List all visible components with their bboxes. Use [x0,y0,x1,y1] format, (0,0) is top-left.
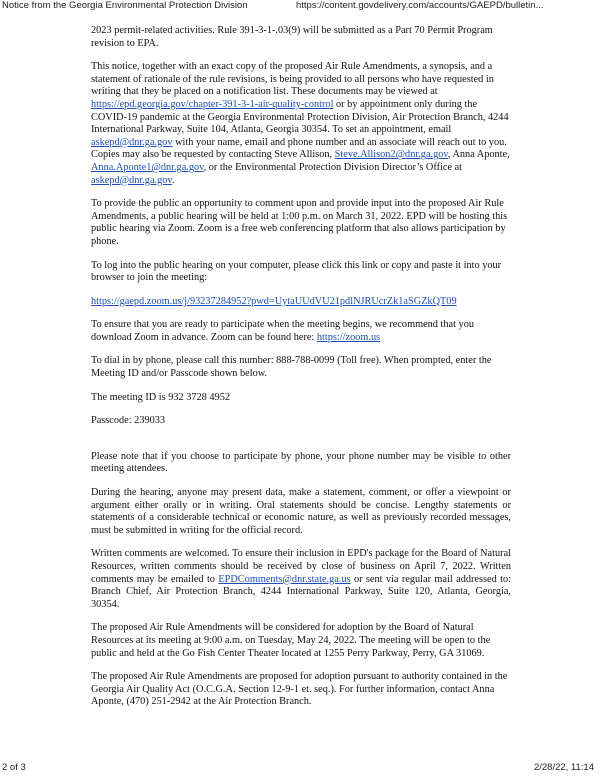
paragraph-text: or sent via regular mail addressed to: Branch Chief, Air Protection Branch, 4244 International Parkway, Suite 120, Atlanta, Georgia, 30354. [91,573,511,610]
meeting-passcode: Passcode: 239033 [91,415,166,427]
paragraph-authority: The proposed Air Rule Amendments are proposed for adoption pursuant to authority contained in the Georgia Air Quality Act (O.C.G.A. Section 12-9-1 et. seq.). For further information, contact Anna Aponte, (470) 251-2942 at the Air Protection Branch. [91,671,508,708]
paragraph-text: To ensure that you are ready to participate when the meeting begins, we recommend that you download Zoom in advance. Zoom can be found here: [91,319,474,343]
epd-comments-email-link[interactable]: EPDComments@dnr.state.ga.us [218,573,351,585]
paragraph-text: or by appointment only during the COVID-19 pandemic at the Georgia Environmental Protection Division, Air Protection Branch, 4244 International Parkway, Suite 104, Atlanta, Georgia 30354. To set an appointment, email [91,98,509,136]
print-header [0,0,600,14]
paragraph-text: Written comments are welcomed. To ensure their inclusion in EPD's package for the Board of Natural Resources, written comments should be received by close of business on April 7, 2022. Written comments may be emailed to [91,548,511,585]
paragraph-text: This notice, together with an exact copy of the proposed Air Rule Amendments, a synopsis, and a statement of rationale of the rule revisions, is being provided to all persons who have requested in writing that they be placed on a notification list. These documents may be viewed at [91,61,494,98]
print-header-title: Notice from the Georgia Environmental Protection Division [2,0,248,11]
paragraph-hearing-statements: During the hearing, anyone may present data, make a statement, comment, or offer a viewpoint or argument either orally or in writing. Oral statements should be concise. Lengthy statements or statements of a considerable technical or economic nature, as well as previously recorded messages, must be submitted in writing for the official record. [91,487,511,536]
notice-body [91,25,511,720]
paragraph-public-hearing: To provide the public an opportunity to comment upon and provide input into the proposed Air Rule Amendments, a public hearing will be held at 1:00 p.m. on March 31, 2022. EPD will be hosting this public hearing via Zoom. Zoom is a free web conferencing platform that also allows participation by phone. [91,198,508,247]
paragraph-text: . [171,174,175,186]
paragraph-board-meeting: The proposed Air Rule Amendments will be considered for adoption by the Board of Natural Resources at its meeting at 9:00 a.m. on Tuesday, May 24, 2022. The meeting will be open to the public and held at the Go Fish Center Theater located at 1255 Perry Parkway, Perry, GA 31069. [91,622,491,659]
spacer [91,439,511,451]
paragraph-permit-activities: 2023 permit-related activities. Rule 391-3-1-.03(9) will be submitted as a Part 70 Permit Program revision to EPA. [91,25,493,49]
zoom-meeting-link-paragraph [91,296,511,309]
paragraph-text: , Anna Aponte, [447,149,510,161]
zoom-meeting-link[interactable]: https://gaepd.zoom.us/j/93237284952?pwd=UytaUUdVU21pdlNJRUcrZk1aSGZkQT09 [91,295,457,307]
askepd-email-link[interactable]: askepd@dnr.ga.gov [91,136,173,148]
meeting-id: The meeting ID is 932 3728 4952 [91,391,230,403]
epd-rule-link[interactable]: https://epd.georgia.gov/chapter-391-3-1-air-quality-control [91,98,334,110]
paragraph-dial-in: To dial in by phone, please call this number: 888-788-0099 (Toll free). When prompted, enter the Meeting ID and/or Passcode shown below. [91,355,492,380]
paragraph-text: , or the Environmental Protection Division Director’s Office at [203,161,463,173]
paragraph-written-comments [91,548,511,611]
paragraph-phone-note: Please note that if you choose to participate by phone, your phone number may be visible to other meeting attendees. [91,450,511,475]
steve-allison-email-link[interactable]: Steve.Allison2@dnr.ga.gov [334,149,448,161]
paragraph-login-instructions: To log into the public hearing on your computer, please click this link or copy and paste it into your browser to join the meeting: [91,259,502,284]
zoom-site-link[interactable]: https://zoom.us [316,331,381,343]
page-number: 2 of 3 [2,762,26,773]
print-datetime: 2/28/22, 11:14 [533,762,594,773]
askepd-email-link-2[interactable]: askepd@dnr.ga.gov [91,174,172,186]
paragraph-download-zoom [91,319,511,344]
print-header-url: https://content.govdelivery.com/accounts/GAEPD/bulletin... [296,0,544,11]
paragraph-text: with your name, email and phone number and an associate will reach out to you. Copies may also be requested by contacting Steve Allison, [91,136,507,161]
paragraph-notice-availability [91,61,511,187]
anna-aponte-email-link[interactable]: Anna.Aponte1@dnr.ga.gov [91,161,204,173]
print-footer [0,762,600,776]
